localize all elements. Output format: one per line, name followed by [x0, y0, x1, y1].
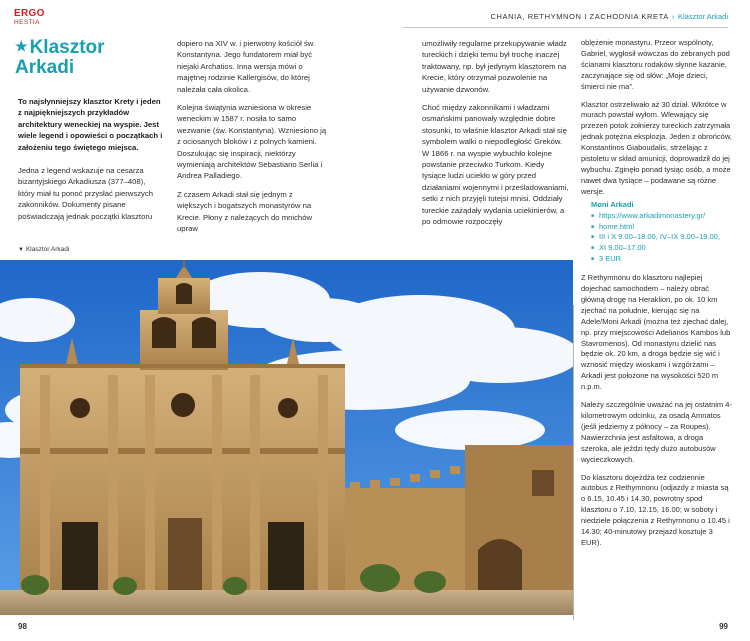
col3-paragraph-2: Choć między zakonnikami i władzami osmańskimi panowały względnie dobre stosunki, to właśnie klasztor Arkadi stał się symbolem walki o niepodległość Greków. W 1866 r. na wyspie wybuchło kolejne powstanie przeciwko Turkom. Kiedy tysiące ludzi uciekło w góry przed działaniami wojennymi i prześladowaniami, setki z nich przyjęli tutejsi mnisi. Oddziały tureckie zażądały wydania uciekinierów, a po odmowie rozpoczęły: [422, 103, 569, 227]
article-title: [15, 36, 165, 78]
page-number-right: 99: [719, 622, 728, 631]
col1-paragraph-1: Jedna z legend wskazuje na cesarza bizantyjskiego Arkadiusza (377–408), który miał tu ponoć przysłać pierwszych zakonników. Dokumenty pisane poświadczają jednak początki klasztoru: [18, 166, 154, 221]
col3-paragraph-1: umożliwiły regularne przekupywanie władz tureckich i dzięki temu był trochę inaczej traktowany, np. był jedynym klasztorem na Krecie, który otrzymał pozwolenie na używanie dzwonów.: [422, 39, 567, 94]
text-column-2: [177, 38, 327, 242]
article-title-text: Klasztor Arkadi: [15, 37, 105, 78]
info-box-list: [591, 211, 733, 266]
info-website-cont: [591, 222, 733, 233]
col4-paragraph-1: oblężenie monastyru. Przeor wspólnoty, Gabriel, wygłosił wówczas do zebranych pod ścianami klasztoru rodaków słynne kazanie, zaczynające się od słów: „Moje dzieci, śmierci nie ma”.: [581, 38, 730, 91]
info-box: [581, 200, 733, 265]
hours-line-2: XI 9.00–17.00: [599, 243, 646, 253]
monastery-photo: [0, 260, 573, 615]
website-line-1: https://www.arkadimonastery.gr/: [599, 210, 706, 220]
info-hours-cont: [591, 243, 733, 254]
logo-sub: HESTIA: [14, 19, 40, 26]
info-price: [591, 254, 733, 265]
col4-paragraph-3: Z Rethymnonu do klasztoru najlepiej dojechać samochodem – należy obrać główną drogę na Heraklion, po ok. 10 km zjechać na południe, kierując się na Adele/Moni Arkadi (można też zjechać dalej, np. przy miejscowości Adelianos Kambos lub Stavromenos). Od monastyru dzielić nas będzie ok. 20 km, a droga będzie się wić i wznosić między wioskami i wzgórzami – Arkadi jest położone na wysokości 520 m n.p.m.: [581, 273, 731, 392]
triangle-down-icon: ▼: [18, 247, 24, 253]
price: 3 EUR: [599, 254, 622, 264]
running-title: CHANIA, RETHYMNON I ZACHODNIA KRETA: [490, 12, 669, 21]
col2-paragraph-2: Kolejna świątynia wzniesiona w okresie weneckim w 1587 r. nosiła to samo wezwanie (św. Konstantyna). Wzniesiono ją z ociosanych bloków i z polnych kamieni. Doszukując się inspiracji, niektórzy wymieniają architektów Sebastiano Serlia i Andrea Palladiego.: [177, 103, 327, 181]
text-column-3: [422, 38, 570, 235]
text-column-4: [581, 38, 733, 549]
hours-line-1: III i X 9.00–18.00, IV–IX 9.00–19.00,: [599, 232, 720, 242]
header-divider: [403, 27, 728, 28]
article-lead: To najsłynniejszy klasztor Krety i jeden z najpiękniejszych przykładów architektury weneckiej na wyspie. Jest wiele legend i opowieści o początkach i założeniu tego świętego miejsca.: [18, 97, 163, 152]
logo-brand: ERGO: [14, 8, 45, 19]
col2-paragraph-3: Z czasem Arkadi stał się jednym z większych i bogatszych monastyrów na Krecie. Płony z należących do mnichów upraw: [177, 189, 313, 234]
chevron-right-icon: ›: [671, 12, 675, 21]
running-section: Klasztor Arkadi: [677, 12, 728, 21]
col4-paragraph-4: Należy szczególnie uważać na jej ostatnim 4-kilometrowym odcinku, za osadą Amnatos (jeśli jedziemy z północy – za Roupes). Nawierzchnia jest asfaltowa, a droga szeroka, ale jeździ tędy dużo autobusów wycieczkowych.: [581, 400, 732, 464]
website-line-2: home.html: [599, 221, 635, 231]
column-divider: [573, 305, 574, 620]
photo-caption: [18, 246, 69, 253]
info-box-title: Moni Arkadi: [591, 199, 634, 209]
photo-caption-text: Klasztor Arkadi: [25, 246, 70, 253]
col4-paragraph-2: Klasztor ostrzeliwało aż 30 dział. Wkrótce w murach powstał wyłom. Wlewający się przezeń potok żołnierzy tureckich zatrzymała jednak potężna eksplozja. Jeden z obrońców, Konstantinos Giaboudalis, strzelając z pistoletu w skład amunicji, doprowadził do jej wybuchu. Zginęło ponad tysiąc osób, a może nawet dwa tysiące – podawane są różne wersje.: [581, 99, 732, 196]
page-number-left: 98: [18, 622, 27, 631]
publisher-logo: [14, 9, 45, 27]
star-icon: ★: [15, 38, 28, 54]
info-hours: [591, 232, 733, 243]
text-column-1: [18, 96, 163, 229]
info-website-link[interactable]: [591, 211, 733, 222]
col4-paragraph-5: Do klasztoru dojeżdża też codziennie autobus z Rethymnonu (odjazdy z miasta są o 6.15, 10.45 i 14.30, powrotny spod klasztoru o 7.10, 12.15, 16.00; w soboty i niedziele połączenia z Rethymnonu o 10.45 i 14.30; 40-minutowy przejazd kosztuje 3 EUR).: [581, 472, 730, 547]
col2-paragraph-1: dopiero na XIV w. i pierwotny kościół św. Konstantyna. Jego fundatorem miał być niejaki Archatios. Inna wersja mówi o majętnej rodzinie Kallergisów, do której należała cała okolica.: [177, 39, 316, 94]
running-head: [490, 12, 728, 21]
